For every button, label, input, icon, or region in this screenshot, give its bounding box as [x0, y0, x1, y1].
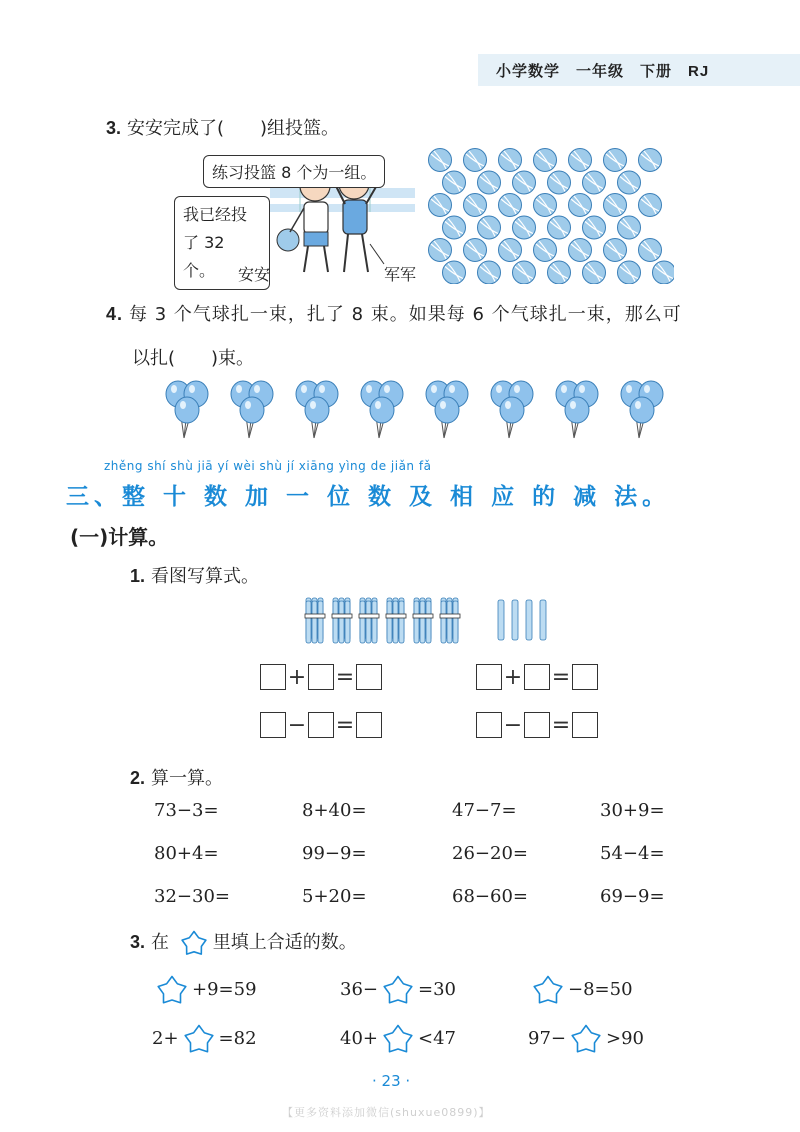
- basketball-icon: [583, 216, 606, 239]
- bubble-left-line2: 了 32 个。: [183, 233, 225, 280]
- answer-box[interactable]: [572, 664, 598, 690]
- basketball-icon: [429, 149, 452, 172]
- equals-sign: =: [335, 712, 355, 738]
- basketball-icon: [513, 171, 536, 194]
- star-outline: [158, 977, 186, 1003]
- book-title: 小学数学 一年级 下册 RJ: [496, 63, 710, 80]
- balloon-bunch-icon: [166, 381, 208, 438]
- stick-bundle-icon: [332, 598, 352, 643]
- equals-sign: =: [335, 664, 355, 690]
- equation-minus-1: [260, 712, 382, 738]
- answer-box[interactable]: [356, 712, 382, 738]
- answer-box[interactable]: [476, 712, 502, 738]
- stick-bundle-icon: [413, 598, 433, 643]
- basketball-icon: [569, 239, 592, 262]
- calc-row-1-col-1: 73−3=: [154, 800, 219, 821]
- basketball-icon: [639, 239, 662, 262]
- basketball-icon: [534, 194, 557, 217]
- basketball-icon: [604, 239, 627, 262]
- basketball-icon: [548, 261, 571, 284]
- calc-q3-text-after: 里填上合适的数。: [212, 932, 357, 953]
- basketball-icon: [464, 149, 487, 172]
- equals-sign: =: [551, 664, 571, 690]
- answer-box[interactable]: [524, 664, 550, 690]
- calc-q3-line: [130, 928, 357, 957]
- balloon-bunch-icon: [361, 381, 403, 438]
- stick-bundle-icon: [359, 598, 379, 643]
- basketball-icon: [513, 216, 536, 239]
- q4-number: 4.: [106, 304, 124, 324]
- basketball-icon: [548, 171, 571, 194]
- calc-row-3-col-3: 68−60=: [452, 886, 528, 907]
- basketball-icon: [534, 239, 557, 262]
- equation-plus-1: [260, 664, 382, 690]
- calc-q3-number: 3.: [130, 932, 146, 952]
- q4-line1: [106, 300, 682, 326]
- calc-row-1-col-2: 8+40=: [302, 800, 367, 821]
- single-stick-icon: [526, 600, 532, 640]
- basketball-icon: [618, 171, 641, 194]
- star-outline: [182, 932, 206, 955]
- single-stick-icon: [540, 600, 546, 640]
- basketball-icon: [583, 261, 606, 284]
- answer-box[interactable]: [308, 664, 334, 690]
- stick-bundles-picture: [300, 596, 560, 644]
- calc-row-3-col-1: 32−30=: [154, 886, 230, 907]
- basketball-icon: [464, 239, 487, 262]
- star-outline: [534, 977, 562, 1003]
- basketball-icon: [429, 239, 452, 262]
- minus-sign: −: [503, 712, 523, 738]
- star-answer-icon[interactable]: [179, 1023, 219, 1055]
- basketball-icon: [478, 171, 501, 194]
- q3-text: 安安完成了( )组投篮。: [127, 118, 340, 139]
- balloon-bunch-icon: [556, 381, 598, 438]
- answer-box[interactable]: [524, 712, 550, 738]
- balloon-bunch-icon: [296, 381, 338, 438]
- basketball-icon: [464, 194, 487, 217]
- stick-bundle-icon: [305, 598, 325, 643]
- q4-text-line1: 每 3 个气球扎一束，扎了 8 束。如果每 6 个气球扎一束，那么可: [129, 304, 682, 325]
- eq-rest: >90: [606, 1028, 644, 1049]
- answer-box[interactable]: [260, 664, 286, 690]
- star-answer-icon[interactable]: [528, 974, 568, 1006]
- star-answer-icon[interactable]: [378, 974, 418, 1006]
- single-stick-icon: [498, 600, 504, 640]
- answer-box[interactable]: [572, 712, 598, 738]
- calc-row-2-col-1: 80+4=: [154, 843, 219, 864]
- calc-q2-text: 算一算。: [151, 768, 224, 789]
- answer-box[interactable]: [308, 712, 334, 738]
- basketball-icon: [499, 194, 522, 217]
- single-stick-icon: [512, 600, 518, 640]
- star-blank-icon: [177, 929, 211, 957]
- eq-rest: <47: [418, 1028, 456, 1049]
- minus-sign: −: [287, 712, 307, 738]
- basketball-icon: [618, 261, 641, 284]
- name-junjun: 军军: [384, 265, 417, 284]
- basketball-icon: [513, 261, 536, 284]
- calc-row-3-col-4: 69−9=: [600, 886, 665, 907]
- calc-q3-text-before: 在: [151, 932, 170, 953]
- calc-q2-line: [130, 764, 223, 790]
- q3-line: [106, 114, 339, 140]
- eq-rest: +9=59: [192, 979, 257, 1000]
- eq-lead: 2+: [152, 1028, 179, 1049]
- page-number: · 23 ·: [372, 1072, 411, 1090]
- equation-minus-2: [476, 712, 598, 738]
- balloon-bunch-icon: [621, 381, 663, 438]
- plus-sign: +: [503, 664, 523, 690]
- balloon-bunch-icon: [426, 381, 468, 438]
- star-outline: [384, 977, 412, 1003]
- star-outline: [572, 1026, 600, 1052]
- basketball-icon: [583, 171, 606, 194]
- star-outline: [185, 1026, 213, 1052]
- calc-q1-line: [130, 562, 259, 588]
- watermark: 【更多资料添加微信(shuxue0899)】: [282, 1106, 491, 1119]
- equation-plus-2: [476, 664, 598, 690]
- basketball-icon: [443, 216, 466, 239]
- name-anan: 安安: [238, 265, 271, 284]
- calc-row-1-col-3: 47−7=: [452, 800, 517, 821]
- answer-box[interactable]: [476, 664, 502, 690]
- eq-lead: 36−: [340, 979, 378, 1000]
- basketball-icon: [443, 261, 466, 284]
- star-answer-icon[interactable]: [152, 974, 192, 1006]
- stick-bundle-icon: [440, 598, 460, 643]
- balloon-bunch-icon: [491, 381, 533, 438]
- calc-row-2-col-3: 26−20=: [452, 843, 528, 864]
- basketball-icon: [569, 194, 592, 217]
- basketball-icon: [443, 171, 466, 194]
- calc-q2-number: 2.: [130, 768, 146, 788]
- basketball-icon: [639, 149, 662, 172]
- plus-sign: +: [287, 664, 307, 690]
- basketball-icon: [478, 216, 501, 239]
- star-eq-row2-col1: [152, 1023, 257, 1055]
- q3-number: 3.: [106, 118, 122, 138]
- answer-box[interactable]: [260, 712, 286, 738]
- basketball-icon: [499, 239, 522, 262]
- eq-lead: 97−: [528, 1028, 566, 1049]
- balloon-bunches: [160, 380, 670, 444]
- eq-lead: 40+: [340, 1028, 378, 1049]
- stick-bundle-icon: [386, 598, 406, 643]
- section-pinyin: zhěng shí shù jiā yí wèi shù jí xiāng yìng de jiǎn fǎ: [104, 459, 432, 473]
- basketball-icon: [604, 149, 627, 172]
- star-eq-row1-col1: [152, 974, 257, 1006]
- calc-row-2-col-2: 99−9=: [302, 843, 367, 864]
- bubble-left-line1: 我已经投: [183, 205, 248, 224]
- calc-row-3-col-2: 5+20=: [302, 886, 367, 907]
- basketball-icon: [653, 261, 675, 284]
- star-eq-row1-col2: [340, 974, 456, 1006]
- basketball-icon: [639, 194, 662, 217]
- eq-rest: =82: [218, 1028, 257, 1049]
- balloon-bunch-icon: [231, 381, 273, 438]
- part-title: (一)计算。: [70, 525, 169, 549]
- basketball-icon: [499, 149, 522, 172]
- calc-row-1-col-4: 30+9=: [600, 800, 665, 821]
- calc-q1-text: 看图写算式。: [151, 566, 260, 587]
- star-eq-row2-col2: [340, 1023, 456, 1055]
- basketball-grid: [424, 148, 674, 284]
- equals-sign: =: [551, 712, 571, 738]
- answer-box[interactable]: [356, 664, 382, 690]
- basketball-icon: [618, 216, 641, 239]
- q4-text-line2: 以扎( )束。: [132, 348, 255, 369]
- basketball-icon: [534, 149, 557, 172]
- star-eq-row1-col3: [528, 974, 633, 1006]
- star-outline: [384, 1026, 412, 1052]
- basketball-icon: [478, 261, 501, 284]
- section-title: 三、整 十 数 加 一 位 数 及 相 应 的 减 法。: [66, 484, 671, 510]
- star-answer-icon[interactable]: [566, 1023, 606, 1055]
- star-eq-row2-col3: [528, 1023, 644, 1055]
- basketball-icon: [548, 216, 571, 239]
- basketball-icon: [569, 149, 592, 172]
- speech-bubble-top: 练习投篮 8 个为一组。: [203, 155, 385, 188]
- basketball-icon: [604, 194, 627, 217]
- eq-rest: =30: [418, 979, 456, 1000]
- eq-rest: −8=50: [568, 979, 633, 1000]
- calc-row-2-col-4: 54−4=: [600, 843, 665, 864]
- star-answer-icon[interactable]: [378, 1023, 418, 1055]
- basketball-icon: [429, 194, 452, 217]
- calc-q1-number: 1.: [130, 566, 146, 586]
